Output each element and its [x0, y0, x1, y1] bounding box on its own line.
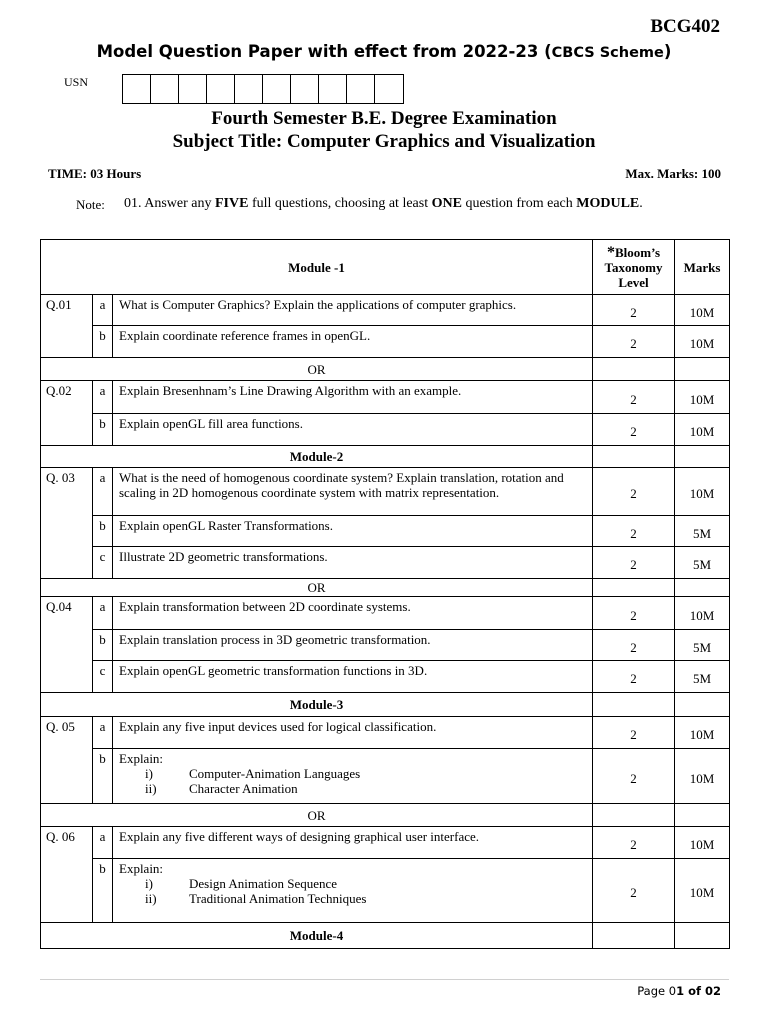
empty-cell: [675, 923, 730, 949]
question-table: [40, 239, 730, 949]
sub-item-label: i): [145, 876, 153, 891]
blooms-level: 2: [593, 597, 675, 630]
usn-box: [319, 75, 347, 103]
sub-question-letter: a: [93, 381, 113, 414]
question-number: Q.04: [41, 597, 93, 693]
question-text: Explain any five different ways of designing graphical user interface.: [113, 827, 593, 859]
usn-box: [263, 75, 291, 103]
table-row: [41, 859, 730, 923]
sub-item: [119, 781, 586, 796]
or-row: [41, 358, 730, 381]
empty-cell: [675, 804, 730, 827]
table-row: [41, 468, 730, 516]
table-row: [41, 749, 730, 804]
blooms-level: 2: [593, 717, 675, 749]
question-marks: 5M: [675, 661, 730, 693]
empty-cell: [593, 693, 675, 717]
sub-question-letter: b: [93, 859, 113, 923]
question-marks: 10M: [675, 749, 730, 804]
sub-question-letter: a: [93, 717, 113, 749]
question-marks: 10M: [675, 414, 730, 446]
question-text: Explain Bresenhnam’s Line Drawing Algorithm with an example.: [113, 381, 593, 414]
table-header-row: [41, 240, 730, 295]
sub-item: [119, 876, 586, 891]
empty-cell: [675, 579, 730, 597]
usn-box: [123, 75, 151, 103]
question-text: Explain any five input devices used for logical classification.: [113, 717, 593, 749]
note-part: full questions, choosing at least: [248, 196, 432, 211]
subject-code: BCG402: [650, 16, 720, 37]
question-text: Explain transformation between 2D coordinate systems.: [113, 597, 593, 630]
sub-item: [119, 766, 586, 781]
question-marks: 10M: [675, 859, 730, 923]
question-marks: 10M: [675, 597, 730, 630]
usn-entry-boxes: [122, 74, 404, 104]
blooms-header-line: Taxonomy: [604, 259, 663, 275]
note-emphasis: MODULE: [576, 196, 640, 211]
model-title-scheme: CBCS Scheme: [551, 45, 664, 61]
sub-item-text: Traditional Animation Techniques: [189, 891, 367, 906]
question-number: Q. 03: [41, 468, 93, 579]
sub-question-letter: c: [93, 547, 113, 579]
blooms-level: 2: [593, 295, 675, 326]
model-paper-title: [0, 42, 768, 61]
table-row: [41, 295, 730, 326]
question-text: Explain translation process in 3D geometric transformation.: [113, 630, 593, 661]
sub-item-label: i): [145, 766, 153, 781]
question-number: Q.02: [41, 381, 93, 446]
blooms-level: 2: [593, 547, 675, 579]
sub-item: [119, 891, 586, 906]
question-text: Explain openGL fill area functions.: [113, 414, 593, 446]
table-row: [41, 516, 730, 547]
empty-cell: [593, 923, 675, 949]
blooms-header: [593, 240, 675, 295]
table-row: [41, 597, 730, 630]
question-text: Explain openGL Raster Transformations.: [113, 516, 593, 547]
note-part: .: [639, 196, 643, 211]
sub-question-letter: b: [93, 630, 113, 661]
model-title-end: ): [663, 42, 672, 61]
sub-question-letter: a: [93, 597, 113, 630]
question-number: Q. 06: [41, 827, 93, 923]
sub-item-text: Computer-Animation Languages: [189, 766, 361, 781]
question-lead: Explain:: [119, 751, 164, 766]
usn-box: [179, 75, 207, 103]
empty-cell: [593, 358, 675, 381]
usn-box: [375, 75, 403, 103]
table-row: [41, 326, 730, 358]
sub-question-letter: a: [93, 827, 113, 859]
exam-heading: [0, 107, 768, 153]
page-number-prefix: Page 0: [637, 984, 677, 998]
table-row: [41, 827, 730, 859]
empty-cell: [675, 358, 730, 381]
blooms-level: 2: [593, 381, 675, 414]
usn-box: [151, 75, 179, 103]
table-row: [41, 547, 730, 579]
sub-item-text: Design Animation Sequence: [189, 876, 338, 891]
question-marks: 10M: [675, 717, 730, 749]
question-text: What is Computer Graphics? Explain the applications of computer graphics.: [113, 295, 593, 326]
sub-question-letter: b: [93, 326, 113, 358]
blooms-level: 2: [593, 661, 675, 693]
page-number: [637, 984, 721, 998]
blooms-header-line: Bloom’s: [614, 244, 661, 260]
note-text: [124, 196, 643, 212]
note-emphasis: FIVE: [215, 196, 249, 211]
exam-duration: TIME: 03 Hours: [48, 166, 142, 181]
question-marks: 5M: [675, 547, 730, 579]
question-marks: 10M: [675, 381, 730, 414]
question-marks: 10M: [675, 295, 730, 326]
question-text: Explain coordinate reference frames in openGL.: [113, 326, 593, 358]
question-marks: 10M: [675, 468, 730, 516]
sub-item-text: Character Animation: [189, 781, 298, 796]
subject-title: Subject Title: Computer Graphics and Visualization: [172, 131, 596, 152]
or-separator: OR: [41, 579, 593, 597]
sub-question-letter: a: [93, 295, 113, 326]
blooms-level: 2: [593, 516, 675, 547]
module-heading: Module-2: [41, 446, 593, 468]
or-row: [41, 579, 730, 597]
empty-cell: [675, 446, 730, 468]
module-heading: Module-3: [41, 693, 593, 717]
note-part: question from each: [461, 196, 577, 211]
sub-question-letter: b: [93, 749, 113, 804]
blooms-level: 2: [593, 749, 675, 804]
table-row: [41, 381, 730, 414]
question-marks: 10M: [675, 326, 730, 358]
question-number: Q.01: [41, 295, 93, 358]
module-heading: Module -1: [41, 240, 593, 295]
blooms-level: 2: [593, 859, 675, 923]
empty-cell: [593, 579, 675, 597]
footer-divider: [40, 979, 729, 980]
sub-item-label: ii): [145, 781, 157, 796]
sub-item-label: ii): [145, 891, 157, 906]
question-text: [113, 859, 593, 923]
module-row: [41, 693, 730, 717]
or-separator: OR: [41, 804, 593, 827]
question-lead: Explain:: [119, 861, 164, 876]
question-text: Illustrate 2D geometric transformations.: [113, 547, 593, 579]
question-text: [113, 749, 593, 804]
module-row: [41, 923, 730, 949]
empty-cell: [675, 693, 730, 717]
empty-cell: [593, 804, 675, 827]
usn-box: [347, 75, 375, 103]
blooms-level: 2: [593, 414, 675, 446]
usn-label: USN: [64, 75, 89, 89]
empty-cell: [593, 446, 675, 468]
question-marks: 5M: [675, 630, 730, 661]
note-label: Note:: [76, 197, 105, 212]
sub-question-letter: b: [93, 516, 113, 547]
usn-box: [291, 75, 319, 103]
note-emphasis: ONE: [431, 196, 462, 211]
note-part: 01. Answer any: [124, 196, 215, 211]
blooms-level: 2: [593, 326, 675, 358]
question-marks: 5M: [675, 516, 730, 547]
module-heading: Module-4: [41, 923, 593, 949]
exam-title: Fourth Semester B.E. Degree Examination: [211, 108, 557, 129]
sub-question-letter: c: [93, 661, 113, 693]
or-row: [41, 804, 730, 827]
table-row: [41, 717, 730, 749]
blooms-level: 2: [593, 827, 675, 859]
table-row: [41, 661, 730, 693]
marks-header: Marks: [675, 240, 730, 295]
max-marks: Max. Marks: 100: [625, 166, 721, 181]
sub-question-letter: b: [93, 414, 113, 446]
blooms-level: 2: [593, 630, 675, 661]
usn-box: [235, 75, 263, 103]
table-row: [41, 414, 730, 446]
usn-box: [207, 75, 235, 103]
table-row: [41, 630, 730, 661]
question-number: Q. 05: [41, 717, 93, 804]
module-row: [41, 446, 730, 468]
question-marks: 10M: [675, 827, 730, 859]
blooms-level: 2: [593, 468, 675, 516]
blooms-star: *: [606, 243, 615, 261]
blooms-header-line: Level: [618, 274, 649, 290]
sub-question-letter: a: [93, 468, 113, 516]
question-text: What is the need of homogenous coordinate system? Explain translation, rotation and scaling in 2D homogenous coordinate system with matrix representation.: [113, 468, 593, 516]
or-separator: OR: [41, 358, 593, 381]
model-title-main: Model Question Paper with effect from 2022-23 (: [96, 42, 552, 61]
question-text: Explain openGL geometric transformation functions in 3D.: [113, 661, 593, 693]
page-number-count: 1 of 02: [676, 984, 721, 998]
